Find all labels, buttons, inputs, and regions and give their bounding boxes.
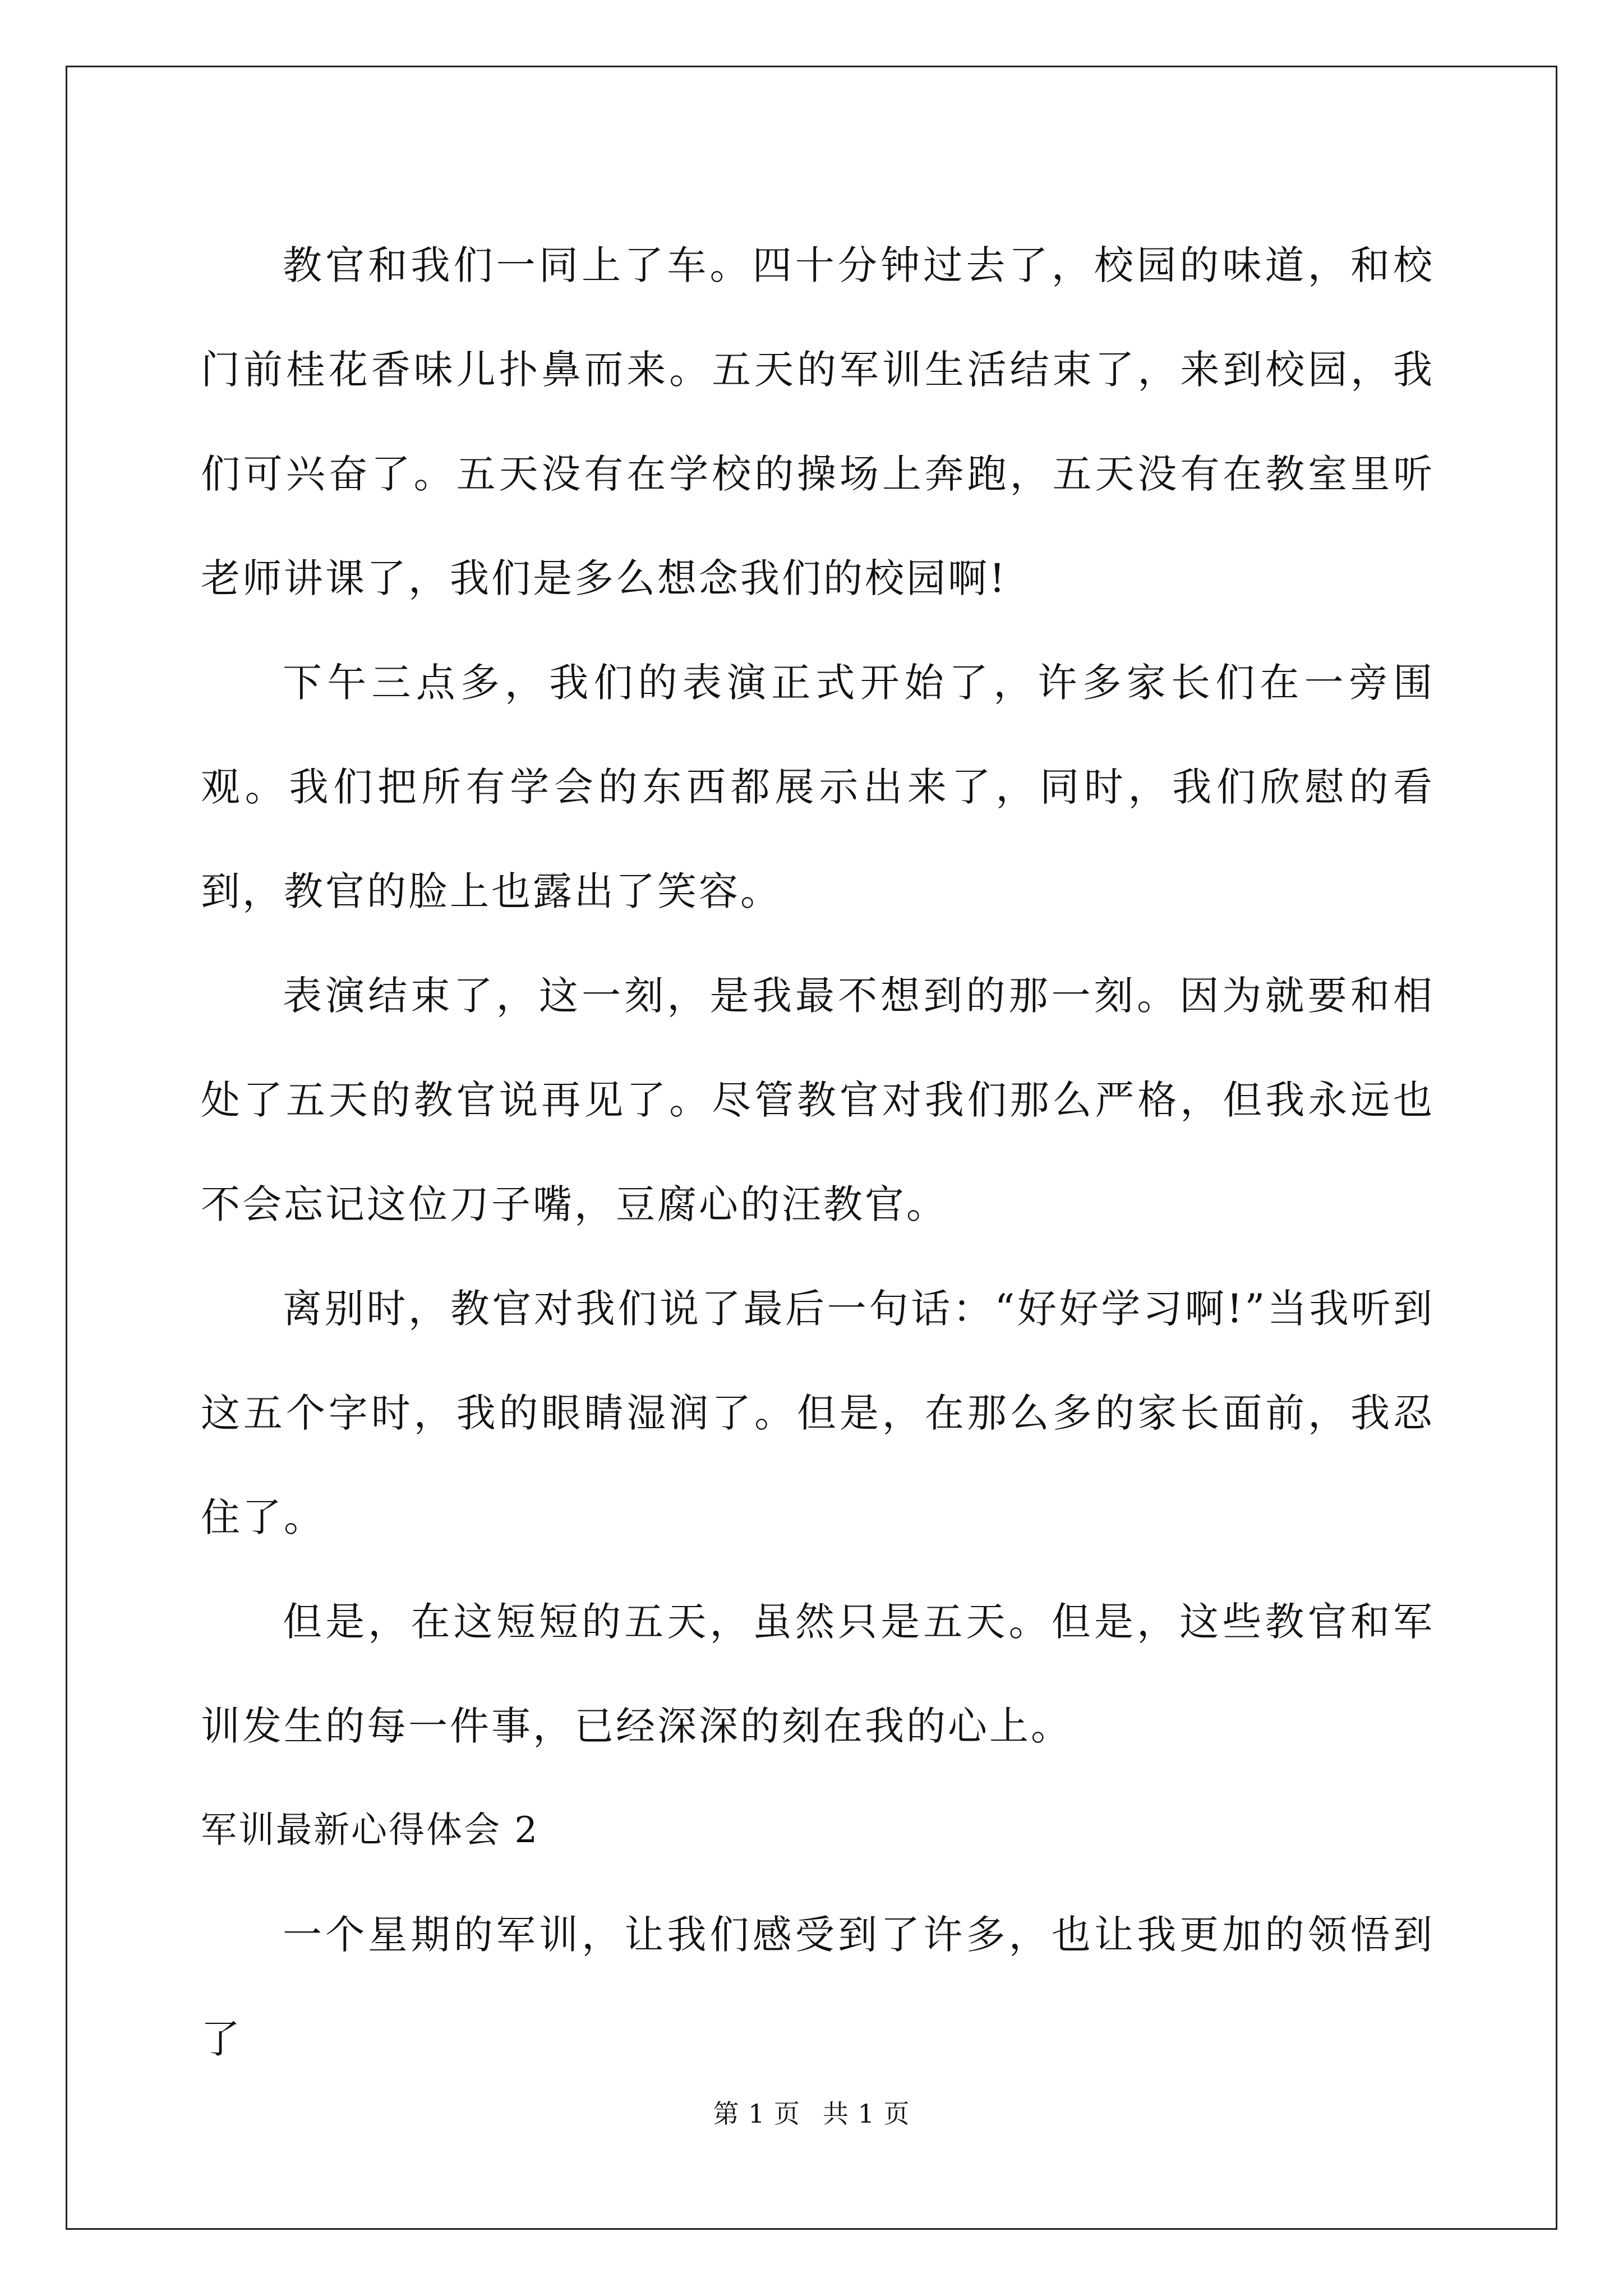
paragraph-3: 表演结束了，这一刻，是我最不想到的那一刻。因为就要和相处了五天的教官说再见了。尽管教官对我们那么严格，但我永远也不会忘记这位刀子嘴，豆腐心的汪教官。 <box>201 973 1435 1227</box>
paragraph-5: 但是，在这短短的五天，虽然只是五天。但是，这些教官和军训发生的每一件事，已经深深的刻在我的心上。 <box>201 1599 1435 1749</box>
paragraph-1: 教官和我们一同上了车。四十分钟过去了，校园的味道，和校门前桂花香味儿扑鼻而来。五天的军训生活结束了，来到校园，我们可兴奋了。五天没有在学校的操场上奔跑，五天没有在教室里听老师讲课了，我们是多么想念我们的校园啊! <box>201 242 1435 601</box>
paragraph-4: 离别时，教官对我们说了最后一句话：“好好学习啊!”当我听到这五个字时，我的眼睛湿润了。但是，在那么多的家长面前，我忍住了。 <box>201 1286 1435 1540</box>
paragraph-6: 一个星期的军训，让我们感受到了许多，也让我更加的领悟到了 <box>201 1912 1435 2062</box>
page-footer <box>0 2097 1623 2131</box>
page-number-current: 第 1 页 <box>713 2099 800 2129</box>
document-body <box>201 213 1435 2091</box>
page-number-total: 共 1 页 <box>823 2099 910 2129</box>
section-heading: 军训最新心得体会 2 <box>201 1810 540 1851</box>
paragraph-2: 下午三点多，我们的表演正式开始了，许多家长们在一旁围观。我们把所有学会的东西都展示出来了，同时，我们欣慰的看到，教官的脸上也露出了笑容。 <box>201 660 1435 914</box>
